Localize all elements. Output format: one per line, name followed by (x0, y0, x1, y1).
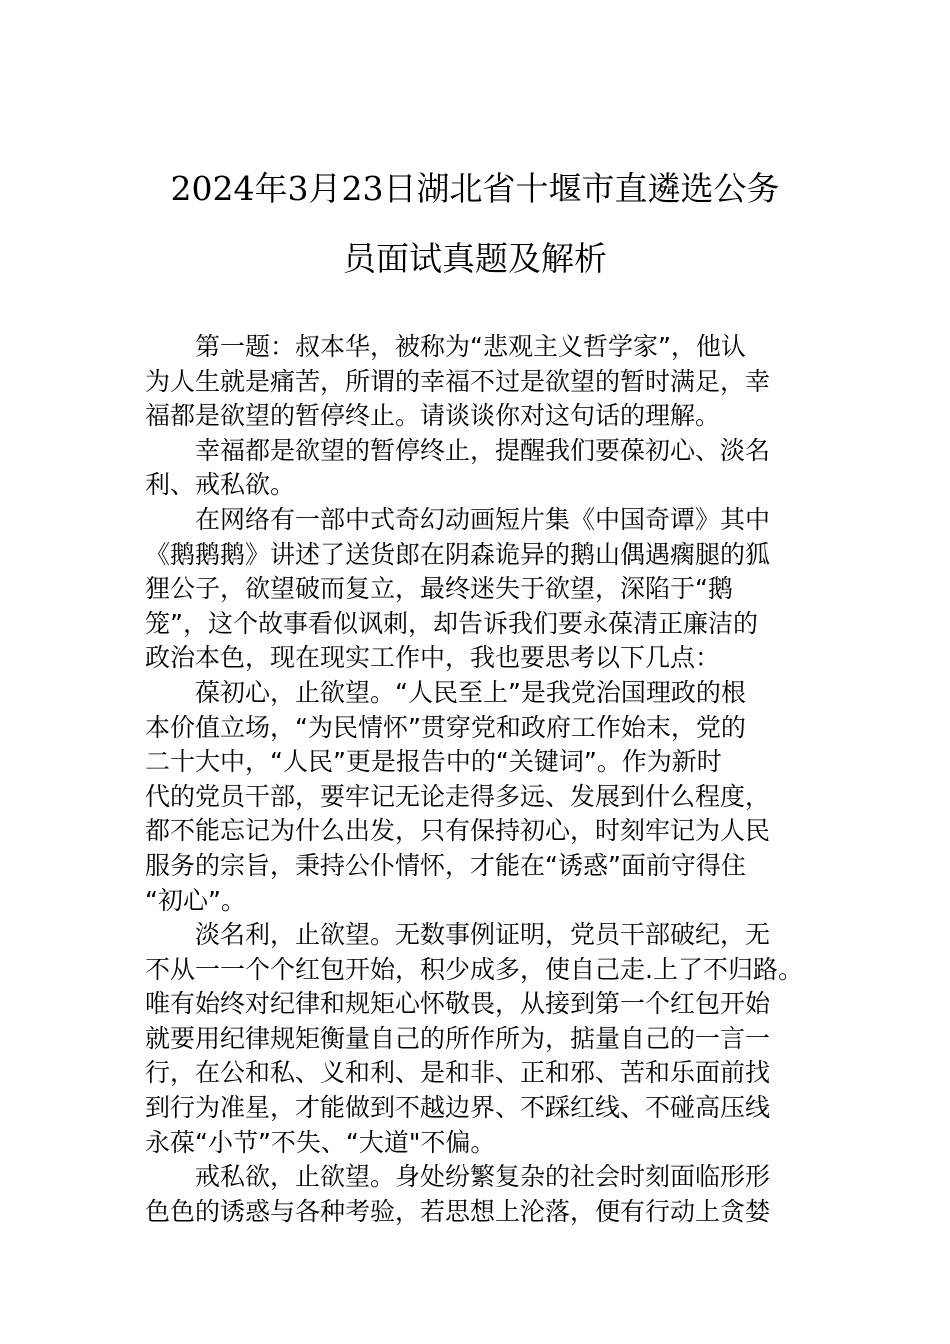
body-line: 到行为准星，才能做到不越边界、不踩红线、不碰高压线 (145, 1093, 771, 1123)
body-line: 葆初心，止欲望。“人民至上”是我党治国理政的根 (195, 677, 746, 707)
body-line: 本价值立场，“为民情怀”贯穿党和政府工作始末，党的 (145, 712, 746, 742)
body-line: 都不能忘记为什么出发，只有保持初心，时刻牢记为人民 (145, 816, 771, 846)
body-line: 色色的诱惑与各种考验，若思想上沦落，便有行动上贪婪 (145, 1196, 771, 1226)
body-line: 就要用纪律规矩衡量自己的所作所为，掂量自己的一言一 (145, 1023, 771, 1053)
document-title-line-2: 员面试真题及解析 (343, 239, 607, 278)
body-line: 唯有始终对纪律和规矩心怀敬畏，从接到第一个红包开始 (145, 989, 771, 1019)
body-line: 幸福都是欲望的暂停终止，提醒我们要葆初心、淡名 (195, 435, 771, 465)
body-line: 淡名利，止欲望。无数事例证明，党员干部破纪，无 (195, 920, 771, 950)
body-line: 第一题：叔本华，被称为“悲观主义哲学家”，他认 (195, 332, 746, 361)
body-line: 服务的宗旨，秉持公仆情怀，才能在“诱惑”面前守得住 (145, 850, 746, 880)
body-line: 政治本色，现在现实工作中，我也要思考以下几点： (145, 643, 721, 673)
document-body (145, 330, 815, 1229)
body-line: 代的党员干部，要牢记无论走得多远、发展到什么程度， (145, 781, 771, 811)
body-line: 二十大中，“人民”更是报告中的“关键词”。作为新时 (145, 747, 722, 777)
body-line: 狸公子，欲望破而复立，最终迷失于欲望，深陷于“鹅 (145, 574, 733, 604)
body-line: 笼”，这个故事看似讽刺，却告诉我们要永葆清正廉洁的 (145, 608, 758, 638)
body-line: 永葆“小节”不失、“大道"不偏。 (145, 1127, 496, 1157)
body-line: 不从一一个个红包开始，积少成多，使自己走.上了不归路。 (145, 954, 803, 984)
body-line: 在网络有一部中式奇幻动画短片集《中国奇谭》其中 (195, 504, 771, 534)
body-line: 《鹅鹅鹅》讲述了送货郎在阴森诡异的鹅山偶遇瘸腿的狐 (145, 539, 771, 569)
document-title-line-1: 2024年3月23日湖北省十堰市直遴选公务 (170, 169, 780, 208)
body-line: 戒私欲，止欲望。身处纷繁复杂的社会时刻面临形形 (195, 1162, 771, 1192)
body-line: 为人生就是痛苦，所谓的幸福不过是欲望的暂时满足，幸 (145, 366, 771, 396)
body-line: “初心”。 (145, 885, 246, 915)
body-line: 福都是欲望的暂停终止。请谈谈你对这句话的理解。 (145, 401, 721, 431)
body-line: 行，在公和私、义和利、是和非、正和邪、苦和乐面前找 (145, 1058, 771, 1088)
body-line: 利、戒私欲。 (145, 470, 296, 500)
